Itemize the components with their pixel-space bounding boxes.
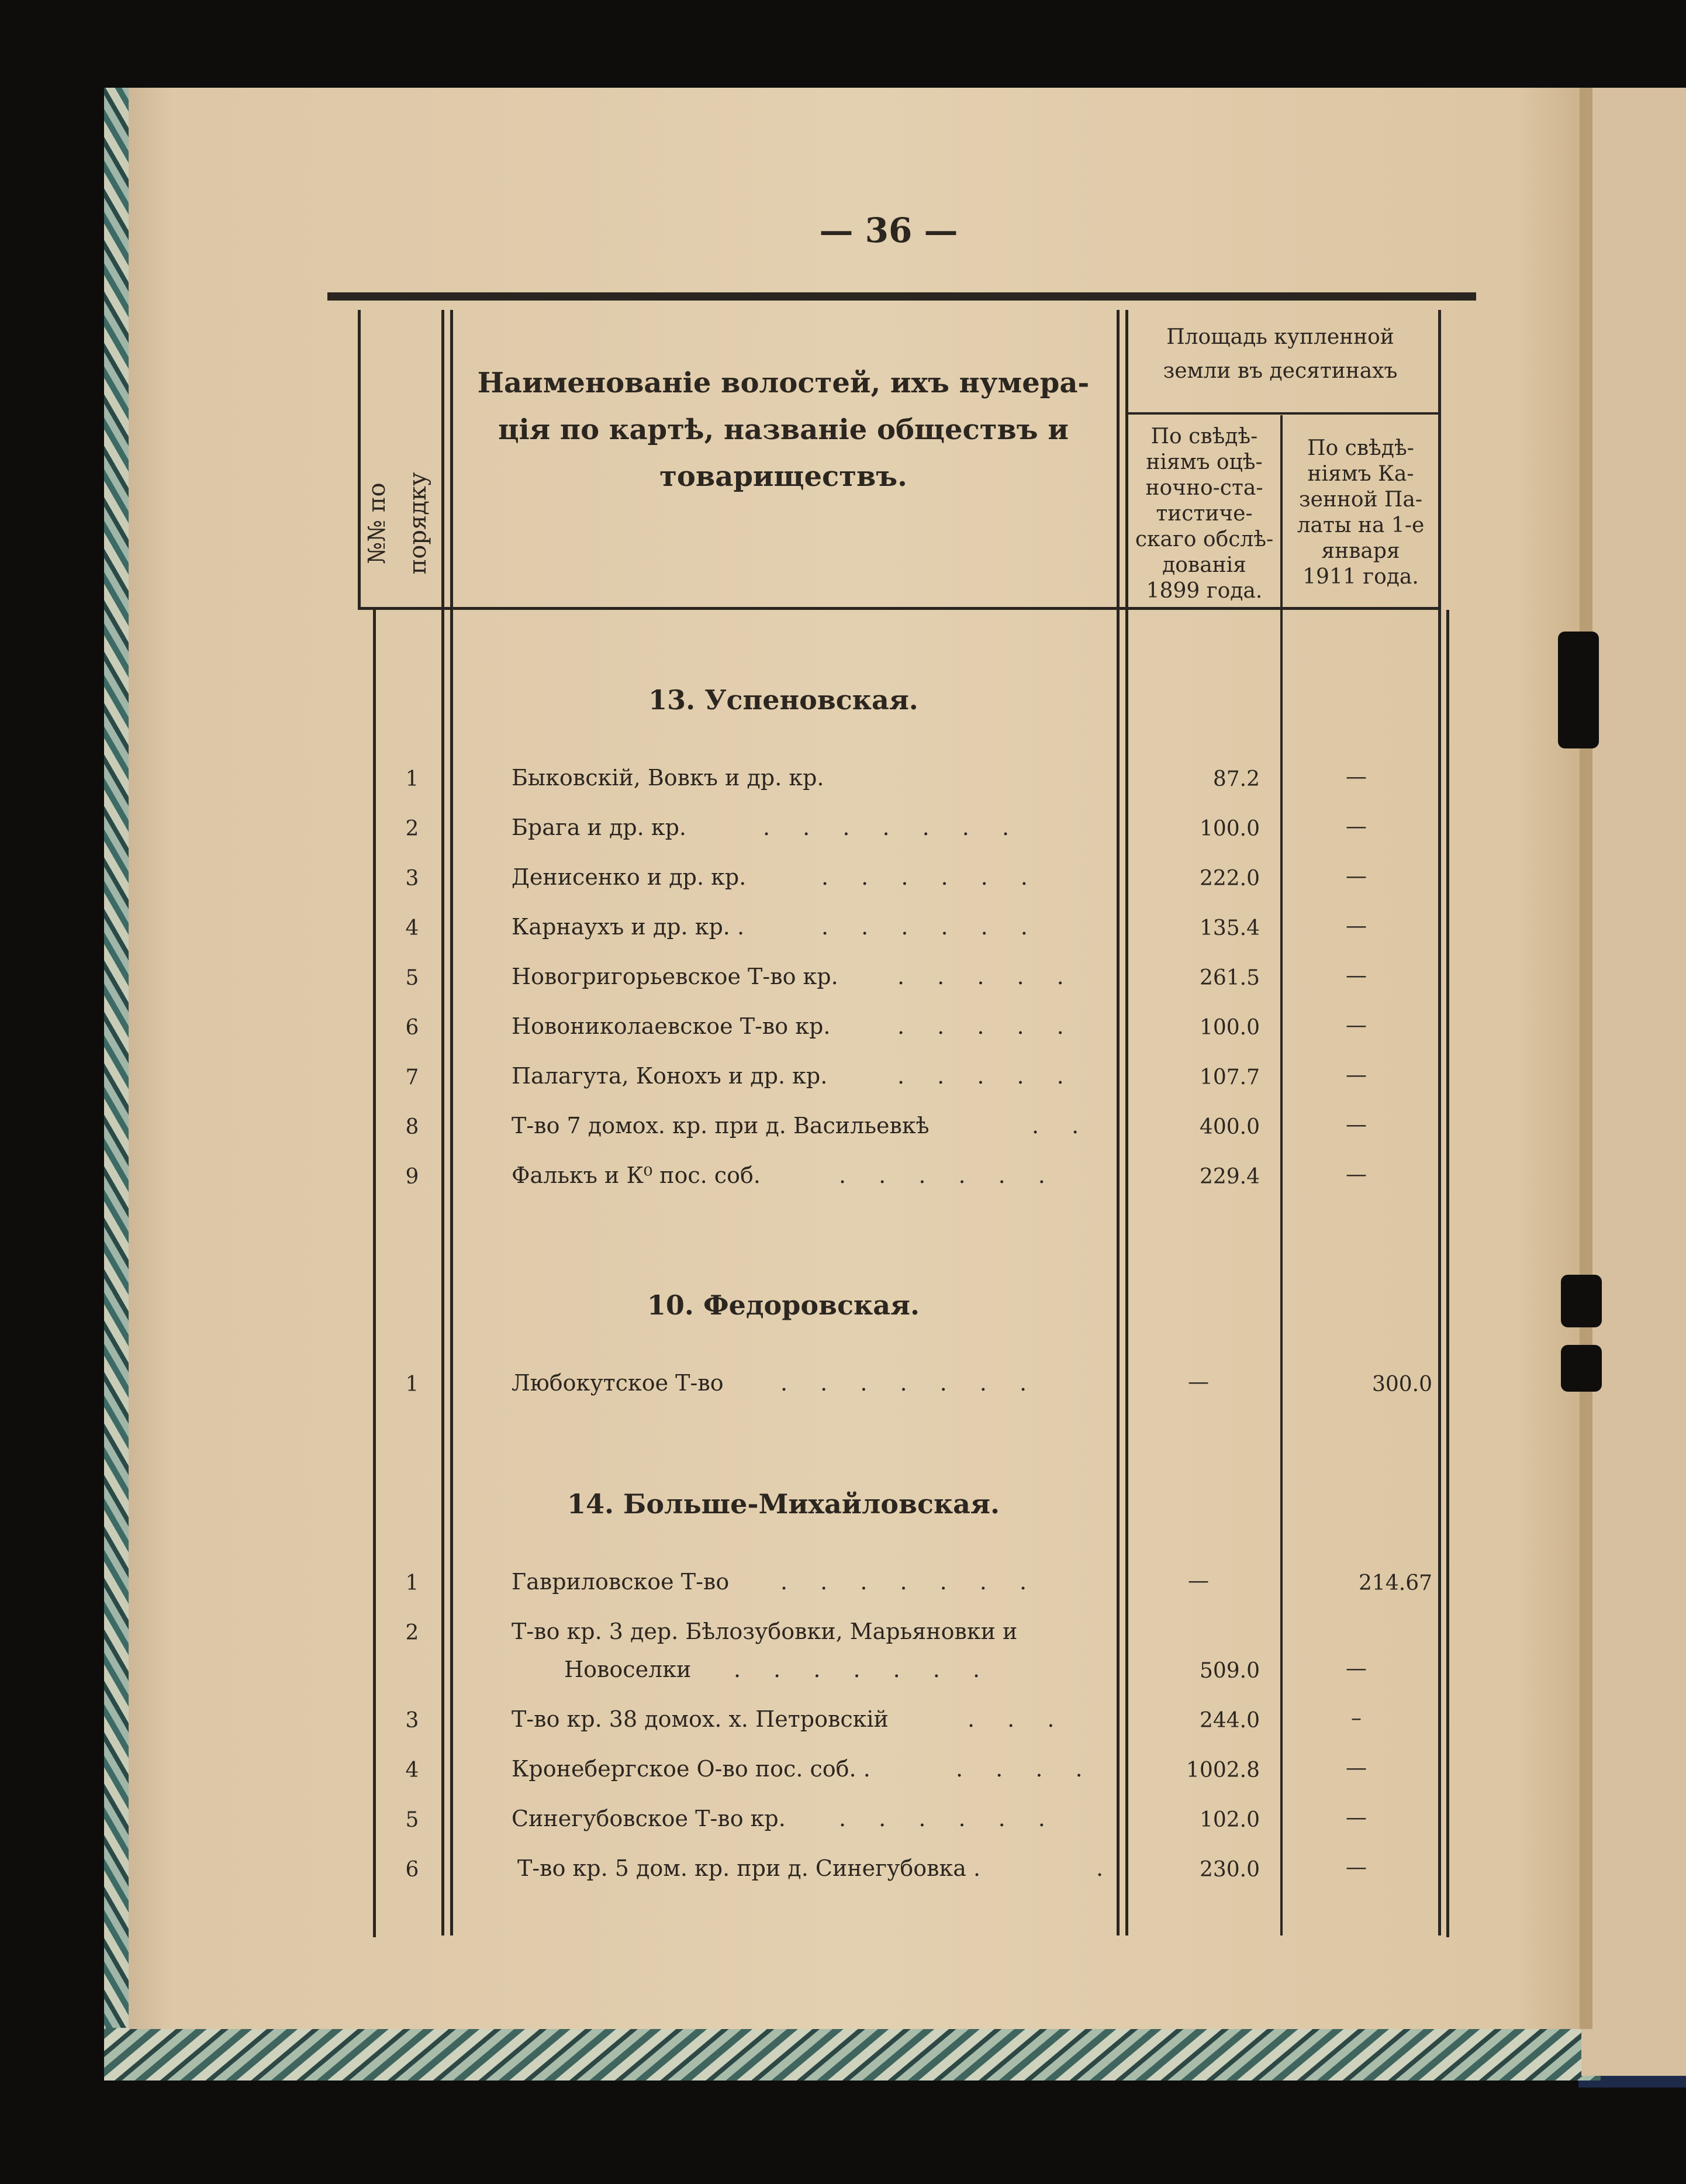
- row-number: 5: [405, 1808, 419, 1832]
- row-area-1911: —: [1346, 1806, 1367, 1830]
- row-name-text: Т-во кр. 3 дер. Бѣлозубовки, Марьяновки и: [512, 1619, 1018, 1644]
- header-line: По свѣдѣ-: [1151, 425, 1258, 448]
- row-name-text: Брага и др. кр.: [512, 815, 686, 840]
- row-number: 3: [405, 1709, 419, 1733]
- row-number: 3: [405, 867, 419, 891]
- header-area-1899: [1128, 424, 1280, 604]
- row-name: Фалькъ и К⁰ пос. соб. . . . . . .: [512, 1162, 1045, 1188]
- header-line: латы на 1-е: [1297, 513, 1425, 537]
- col-rule: [450, 310, 453, 1935]
- cover-edge-bottom: [104, 2028, 1601, 2081]
- header-line: ніямъ Ка-: [1307, 462, 1414, 486]
- row-area-1911: —: [1346, 864, 1367, 888]
- row-area-1911: —: [1346, 1855, 1367, 1879]
- header-line: Наименованіе волостей, ихъ нумера-: [477, 367, 1090, 399]
- header-line: ніямъ оцѣ-: [1146, 450, 1263, 474]
- row-name: [512, 1619, 1105, 1644]
- row-name-text: Карнаухъ и др. кр. .: [512, 914, 745, 940]
- row-area-1911: 300.0: [1371, 1372, 1432, 1396]
- page-tear: [1561, 1345, 1602, 1392]
- row-name-text: Т-во 7 домох. кр. при д. Васильевкѣ: [512, 1113, 930, 1138]
- header-line: ночно-ста-: [1145, 476, 1263, 500]
- row-name: Новогригорьевское Т-во кр. . . . . .: [512, 964, 1064, 989]
- row-area-1899: 229.4: [1199, 1165, 1260, 1189]
- section-title: 10. Федоровская.: [647, 1289, 920, 1321]
- page-tear: [1561, 1275, 1602, 1327]
- row-name: Т-во кр. 38 домох. х. Петровскій . . .: [512, 1706, 1055, 1732]
- header-line: земли въ десятинахъ: [1163, 359, 1398, 383]
- header-line: тистиче-: [1156, 502, 1253, 526]
- row-name-text: Синегубовское Т-во кр.: [512, 1806, 786, 1831]
- row-area-1911: —: [1346, 815, 1367, 839]
- header-line: Площадь купленной: [1166, 325, 1394, 349]
- row-number: 8: [405, 1115, 419, 1139]
- row-name-text: Новониколаевское Т-во кр.: [512, 1013, 831, 1039]
- header-area-column: [1125, 320, 1435, 388]
- row-area-1911: —: [1346, 964, 1367, 988]
- row-number: 1: [405, 1571, 419, 1595]
- row-number: 2: [405, 1621, 419, 1645]
- header-line: 1899 года.: [1146, 579, 1263, 603]
- row-area-1899: 102.0: [1199, 1808, 1260, 1832]
- col-rule: [373, 610, 376, 1937]
- row-name-text: Гавриловское Т-во: [512, 1569, 730, 1595]
- row-area-1911: —: [1346, 1756, 1367, 1780]
- row-name-text: Быковскій, Вовкъ и др. кр.: [512, 765, 824, 791]
- section-title: 13. Успеновская.: [648, 684, 918, 716]
- row-name: Любокутское Т-во . . . . . . .: [512, 1370, 1027, 1396]
- row-number: 7: [405, 1065, 419, 1089]
- row-area-1911: 214.67: [1359, 1571, 1432, 1595]
- col-rule: [1117, 310, 1120, 1935]
- row-number: 4: [405, 916, 419, 940]
- page-tear: [1558, 632, 1599, 748]
- header-area-1911: [1283, 436, 1438, 590]
- header-bottom-rule: [358, 607, 1439, 610]
- row-name: Гавриловское Т-во . . . . . . .: [512, 1569, 1027, 1595]
- row-area-1899: 87.2: [1212, 767, 1260, 791]
- table-top-rule: [327, 292, 1476, 301]
- row-area-1899: 1002.8: [1186, 1758, 1260, 1782]
- row-area-1911: —: [1346, 765, 1367, 789]
- header-line: 1911 года.: [1302, 565, 1419, 589]
- row-number: 1: [405, 767, 419, 791]
- row-name: Т-во 7 домох. кр. при д. Васильевкѣ . .: [512, 1113, 1079, 1138]
- row-number: 5: [405, 966, 419, 990]
- row-area-1899: 244.0: [1199, 1709, 1260, 1733]
- col-rule: [1446, 610, 1449, 1937]
- row-area-1911: —: [1346, 1657, 1367, 1681]
- row-number: 6: [405, 1016, 419, 1040]
- row-name-continued: Новоселки . . . . . . .: [564, 1657, 980, 1682]
- header-line: скаго обслѣ-: [1135, 527, 1274, 551]
- row-name-text: Денисенко и др. кр.: [512, 864, 747, 890]
- row-name: Синегубовское Т-во кр. . . . . . .: [512, 1806, 1045, 1831]
- sub-header-rule: [1128, 412, 1438, 415]
- section-title: 14. Больше-Михайловская.: [567, 1488, 1000, 1520]
- header-line: ція по картѣ, названіе обществъ и: [498, 413, 1069, 446]
- row-area-1899: 107.7: [1199, 1065, 1260, 1089]
- row-area-1899: 100.0: [1199, 817, 1260, 841]
- row-name: Т-во кр. 5 дом. кр. при д. Синегубовка . .: [517, 1855, 1104, 1881]
- row-area-1911: —: [1346, 1013, 1367, 1037]
- header-line: По свѣдѣ-: [1307, 436, 1414, 460]
- row-name-text: Новогригорьевское Т-во кр.: [512, 964, 838, 989]
- row-name: Палагута, Конохъ и др. кр. . . . . .: [512, 1063, 1064, 1089]
- row-name-text: Т-во кр. 38 домох. х. Петровскій: [512, 1706, 889, 1732]
- row-area-1911: —: [1346, 1162, 1367, 1186]
- row-number: 6: [405, 1858, 419, 1882]
- row-number: 4: [405, 1758, 419, 1782]
- row-name-text: Кронебергское О-во пос. соб. .: [512, 1756, 870, 1782]
- row-name-text: Т-во кр. 5 дом. кр. при д. Синегубовка .: [517, 1855, 981, 1881]
- row-area-1899: 222.0: [1199, 867, 1260, 891]
- row-area-1899: —: [1188, 1370, 1209, 1394]
- row-name: Новониколаевское Т-во кр. . . . . .: [512, 1013, 1064, 1039]
- row-number: 2: [405, 817, 419, 841]
- header-line: дованія: [1162, 553, 1246, 577]
- header-line: товариществъ.: [659, 460, 907, 493]
- col-rule: [441, 310, 444, 1935]
- row-area-1911: —: [1346, 1113, 1367, 1137]
- row-area-1911: –: [1351, 1706, 1362, 1730]
- row-area-1899: 135.4: [1199, 916, 1260, 940]
- header-line: января: [1321, 539, 1400, 563]
- row-area-1899: 400.0: [1199, 1115, 1260, 1139]
- row-area-1899: —: [1188, 1569, 1209, 1593]
- row-name: Брага и др. кр. . . . . . . .: [512, 815, 1010, 840]
- header-name-column: [456, 360, 1111, 500]
- row-area-1911: —: [1346, 1063, 1367, 1087]
- row-area-1899: 230.0: [1199, 1858, 1260, 1882]
- row-name: [512, 765, 1105, 791]
- row-number: 1: [405, 1372, 419, 1396]
- col-rule: [1438, 310, 1441, 1935]
- row-area-1899: 100.0: [1199, 1016, 1260, 1040]
- row-number: 9: [405, 1165, 419, 1189]
- row-name-text: Палагута, Конохъ и др. кр.: [512, 1063, 828, 1089]
- row-area-1899: 509.0: [1199, 1659, 1260, 1683]
- row-name: Денисенко и др. кр. . . . . . .: [512, 864, 1028, 890]
- row-name-text: Любокутское Т-во: [512, 1370, 724, 1396]
- row-name: Кронебергское О-во пос. соб. . . . . .: [512, 1756, 1083, 1782]
- row-name: Карнаухъ и др. кр. . . . . . . .: [512, 914, 1028, 940]
- row-name-text: Новоселки: [564, 1657, 692, 1682]
- facing-page: [1581, 88, 1686, 2076]
- header-number-column: №№ по порядку: [364, 472, 431, 575]
- row-area-1899: 261.5: [1199, 966, 1260, 990]
- page-number: — 36 —: [819, 211, 958, 250]
- header-line: зенной Па-: [1298, 488, 1423, 512]
- row-name-text: Фалькъ и К⁰ пос. соб.: [512, 1162, 761, 1188]
- row-area-1911: —: [1346, 914, 1367, 938]
- page-edge: [1580, 88, 1592, 2029]
